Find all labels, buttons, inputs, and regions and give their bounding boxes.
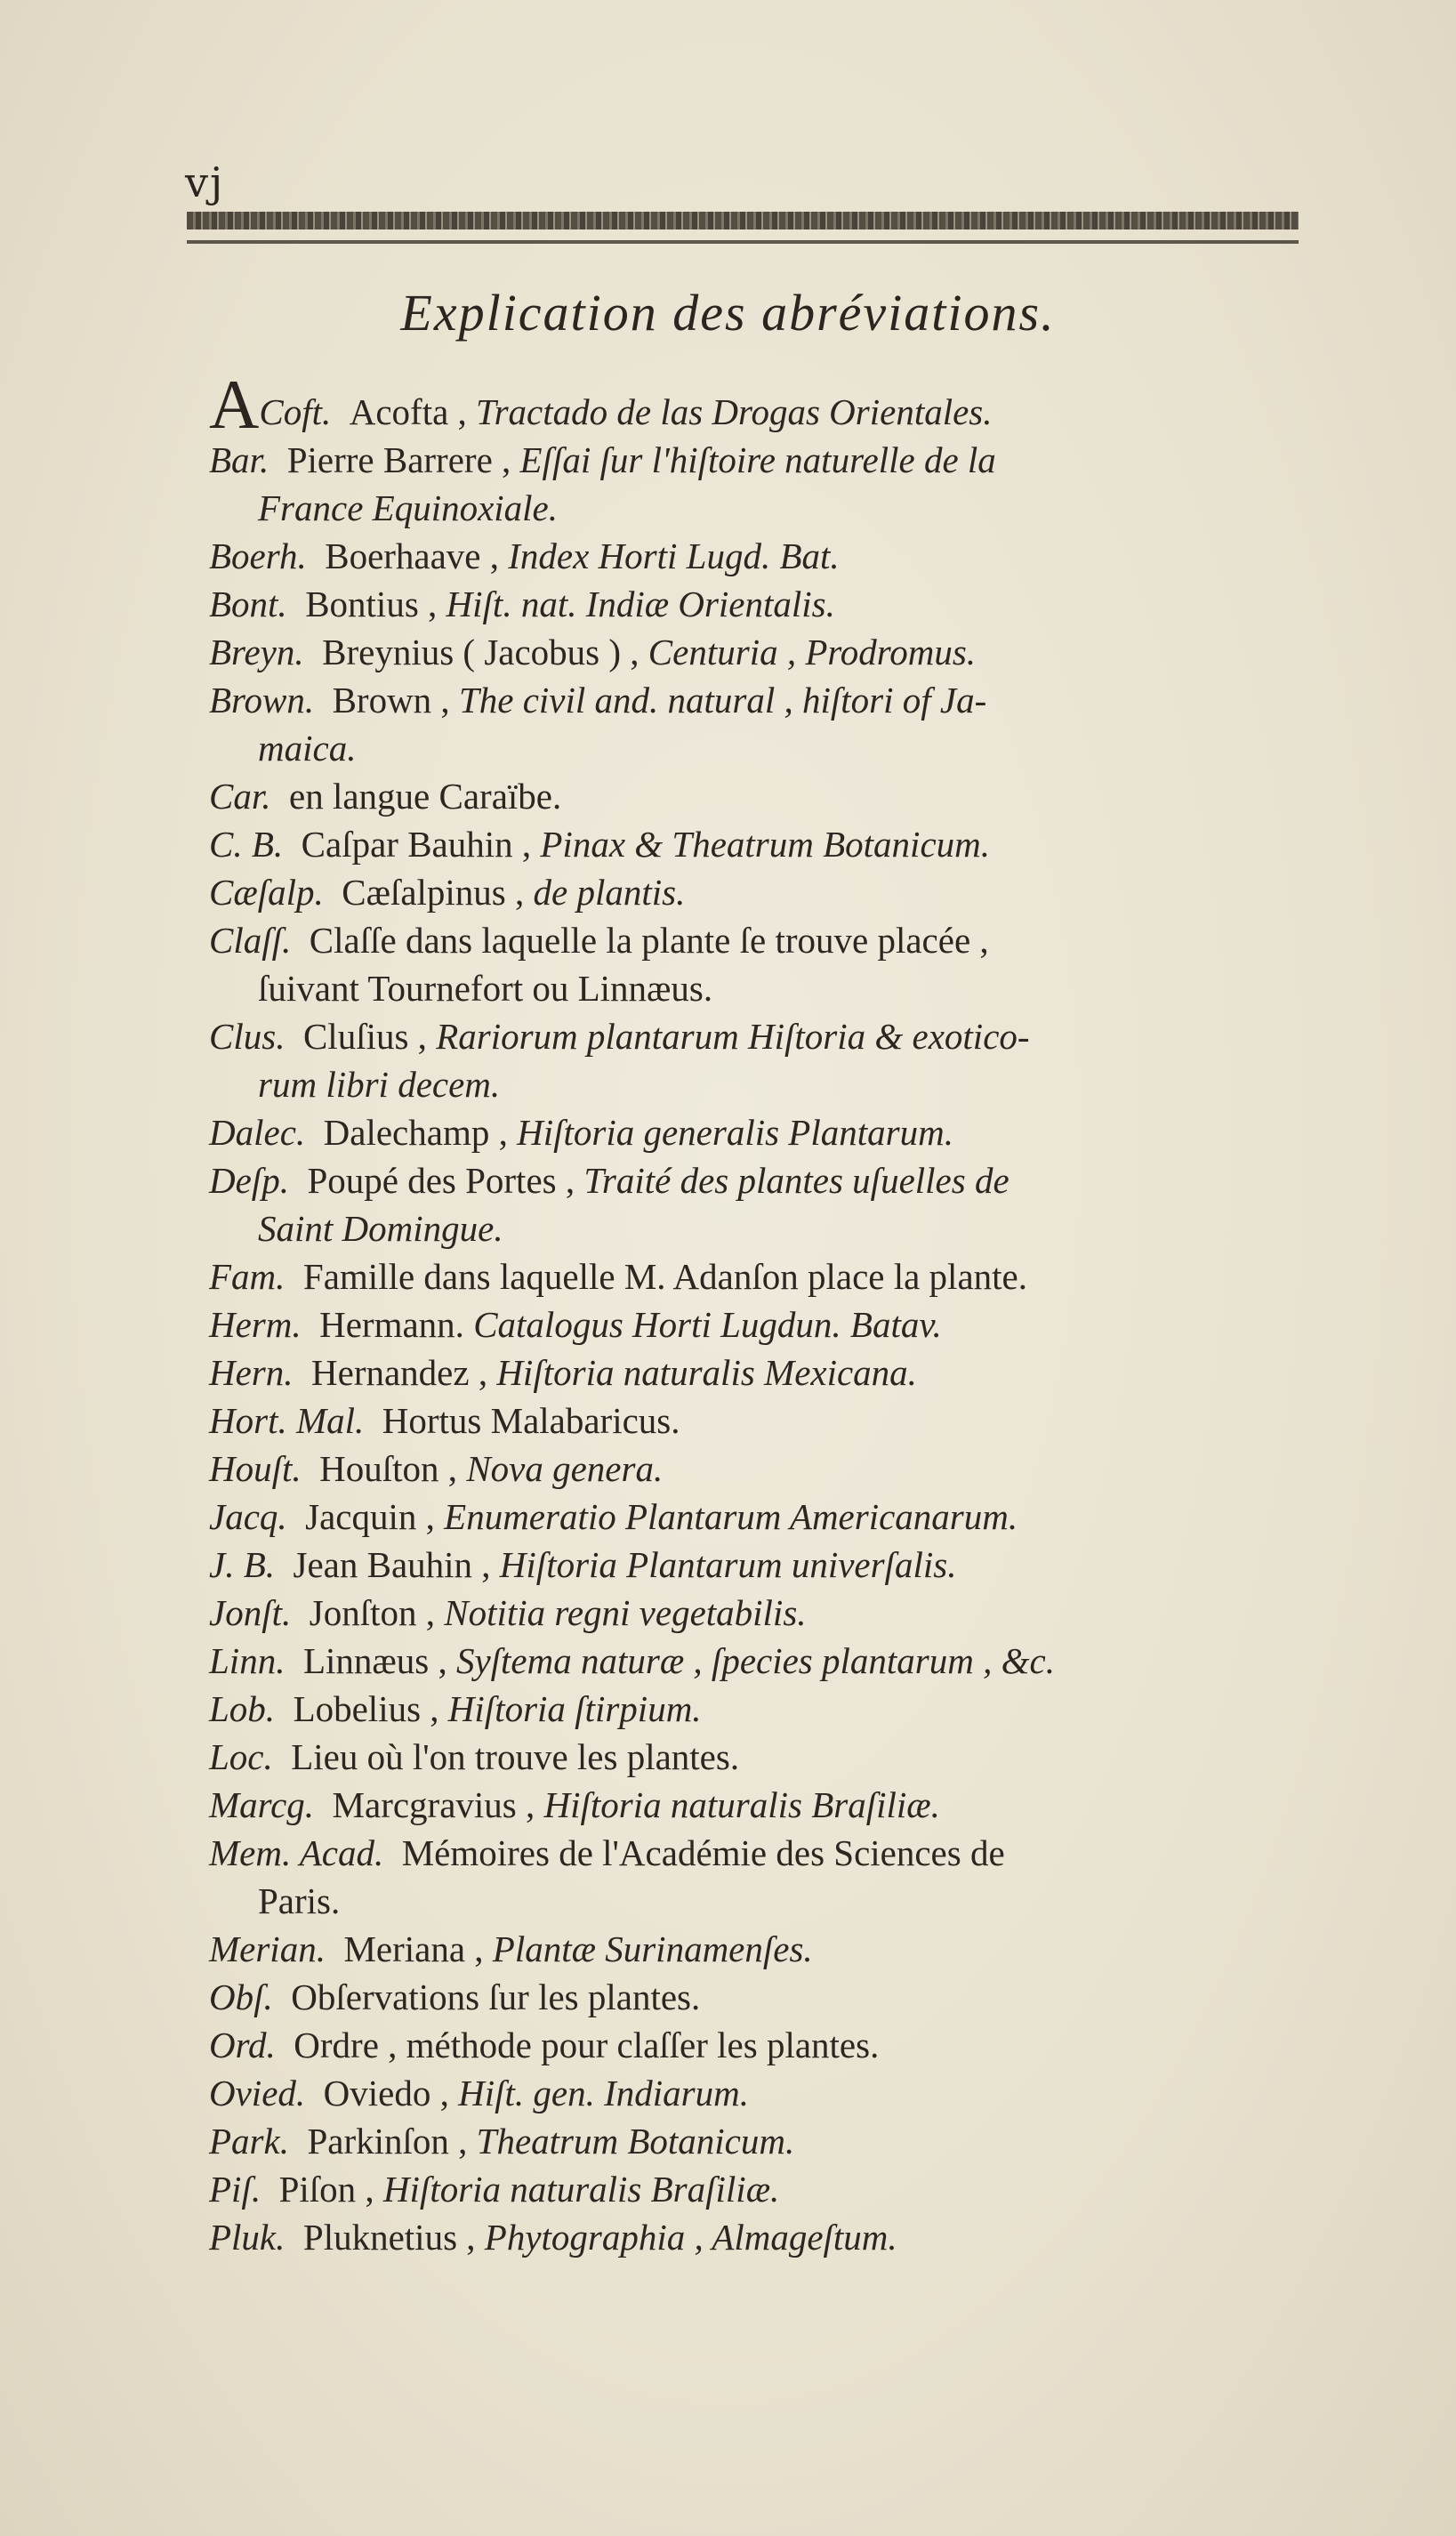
abbreviation-entry	[209, 2117, 1312, 2165]
abbreviation-list	[209, 366, 1312, 2261]
entry-author: Mémoires de l'Académie des Sciences de	[401, 1832, 1005, 1873]
entry-author: Jean Bauhin ,	[293, 1544, 491, 1585]
entry-work-title: Syſtema naturæ , ſpecies plantarum , &c.	[455, 1640, 1055, 1681]
entry-work-title: Theatrum Botanicum.	[476, 2121, 795, 2162]
entry-author: Lieu où l'on trouve les plantes.	[291, 1736, 740, 1777]
abbreviation-entry	[209, 1300, 1312, 1349]
entry-author: Boerhaave ,	[325, 535, 500, 576]
entry-work-title: Catalogus Horti Lugdun. Batav.	[473, 1304, 942, 1345]
entry-author: Ordre , méthode pour claſſer les plantes.	[294, 2025, 880, 2065]
entry-abbreviation: Lob.	[209, 1688, 276, 1729]
abbreviation-entry	[209, 1445, 1312, 1493]
abbreviation-entry	[209, 1781, 1312, 1829]
entry-continuation: ſuivant Tournefort ou Linnæus.	[258, 968, 713, 1009]
entry-author: Meriana ,	[343, 1928, 484, 1969]
abbreviation-entry	[209, 1252, 1312, 1300]
abbreviation-entry	[209, 2069, 1312, 2117]
abbreviation-entry	[209, 2021, 1312, 2069]
entry-work-title: Rariorum plantarum Hiſtoria & exotico-	[436, 1016, 1030, 1057]
abbreviation-entry	[209, 820, 1312, 868]
entry-author: Brown ,	[332, 680, 450, 721]
abbreviation-entry	[209, 772, 1312, 820]
entry-abbreviation: J. B.	[209, 1544, 275, 1585]
abbreviation-entry	[209, 1685, 1312, 1733]
entry-continuation: Paris.	[258, 1880, 341, 1921]
entry-abbreviation: Herm.	[209, 1304, 302, 1345]
entry-abbreviation: Boerh.	[209, 535, 307, 576]
entry-author: Parkinſon ,	[307, 2121, 468, 2162]
entry-author: Poupé des Portes ,	[307, 1160, 575, 1201]
entry-author: Linnæus ,	[302, 1640, 447, 1681]
entry-work-title: Nova genera.	[466, 1448, 664, 1489]
entry-author: Cæſalpinus ,	[342, 872, 525, 913]
abbreviation-entry	[209, 1541, 1312, 1589]
entry-work-title: Index Horti Lugd. Bat.	[508, 535, 840, 576]
entry-work-title: Eſſai ſur l'hiſtoire naturelle de la	[519, 439, 996, 480]
abbreviation-entry	[209, 366, 1312, 443]
entry-abbreviation: Claſſ.	[209, 920, 292, 961]
entry-abbreviation: Clus.	[209, 1016, 286, 1057]
entry-work-title: Traité des plantes uſuelles de	[583, 1160, 1010, 1201]
entry-work-title: Hiſtoria naturalis Braſiliæ.	[382, 2169, 780, 2210]
abbreviation-entry	[209, 868, 1312, 916]
entry-abbreviation: Marcg.	[209, 1784, 315, 1825]
entry-abbreviation: Jacq.	[209, 1496, 287, 1537]
entry-abbreviation: Piſ.	[209, 2169, 261, 2210]
entry-work-title: Centuria , Prodromus.	[648, 632, 977, 672]
abbreviation-entry	[209, 2213, 1312, 2261]
entry-abbreviation: Coft.	[259, 391, 332, 432]
entry-abbreviation: Hort. Mal.	[209, 1400, 365, 1441]
entry-abbreviation: Jonſt.	[209, 1592, 292, 1633]
entry-work-title: Hiſtoria naturalis Mexicana.	[496, 1352, 917, 1393]
drop-cap: A	[209, 366, 260, 443]
entry-author: Bontius ,	[305, 584, 438, 624]
entry-abbreviation: Brown.	[209, 680, 315, 721]
entry-abbreviation: Fam.	[209, 1256, 286, 1297]
abbreviation-entry	[209, 1108, 1312, 1156]
abbreviation-entry	[209, 580, 1312, 628]
entry-author: Hermann.	[319, 1304, 464, 1345]
entry-author: Hortus Malabaricus.	[382, 1400, 680, 1441]
entry-author: Dalechamp ,	[323, 1112, 508, 1153]
entry-abbreviation: Park.	[209, 2121, 289, 2162]
abbreviation-entry	[209, 436, 1312, 532]
entry-work-title: The civil and. natural , hiſtori of Ja-	[458, 680, 987, 721]
abbreviation-entry	[209, 1925, 1312, 1973]
entry-work-title: Pinax & Theatrum Botanicum.	[540, 824, 991, 865]
entry-abbreviation: Deſp.	[209, 1160, 289, 1201]
entry-continuation: maica.	[258, 728, 357, 769]
entry-author: Houſton ,	[319, 1448, 458, 1489]
entry-continuation: rum libri decem.	[258, 1064, 501, 1105]
entry-abbreviation: Bar.	[209, 439, 269, 480]
abbreviation-entry	[209, 1637, 1312, 1685]
ornamental-rule	[187, 212, 1299, 229]
entry-author: Hernandez ,	[311, 1352, 488, 1393]
abbreviation-entry	[209, 916, 1312, 1012]
entry-author: Pierre Barrere ,	[286, 439, 511, 480]
entry-abbreviation: Hern.	[209, 1352, 294, 1393]
entry-continuation: France Equinoxiale.	[258, 487, 559, 528]
entry-author: en langue Caraïbe.	[289, 776, 562, 817]
abbreviation-entry	[209, 1733, 1312, 1781]
entry-author: Breynius ( Jacobus ) ,	[322, 632, 640, 672]
entry-work-title: Hiſt. nat. Indiæ Orientalis.	[446, 584, 835, 624]
entry-work-title: Plantæ Surinamenſes.	[492, 1928, 813, 1969]
entry-work-title: Tractado de las Drogas Orientales.	[476, 391, 993, 432]
abbreviation-entry	[209, 1012, 1312, 1108]
entry-abbreviation: Ord.	[209, 2025, 276, 2065]
entry-abbreviation: Car.	[209, 776, 271, 817]
entry-abbreviation: Linn.	[209, 1640, 286, 1681]
entry-work-title: Hiſtoria generalis Plantarum.	[517, 1112, 953, 1153]
entry-abbreviation: Merian.	[209, 1928, 326, 1969]
entry-work-title: Enumeratio Plantarum Americanarum.	[444, 1496, 1018, 1537]
entry-work-title: Hiſtoria Plantarum univerſalis.	[499, 1544, 957, 1585]
abbreviation-entry	[209, 1156, 1312, 1252]
section-heading: Explication des abréviations.	[400, 284, 1056, 342]
entry-author: Claſſe dans laquelle la plante ſe trouve placée ,	[309, 920, 989, 961]
entry-abbreviation: Houſt.	[209, 1448, 302, 1489]
entry-work-title: Hiſtoria naturalis Braſiliæ.	[543, 1784, 940, 1825]
entry-abbreviation: Dalec.	[209, 1112, 306, 1153]
abbreviation-entry	[209, 628, 1312, 676]
entry-abbreviation: C. B.	[209, 824, 284, 865]
entry-abbreviation: Ovied.	[209, 2073, 306, 2113]
entry-author: Pluknetius ,	[302, 2217, 476, 2258]
entry-author: Marcgravius ,	[332, 1784, 535, 1825]
abbreviation-entry	[209, 1589, 1312, 1637]
entry-work-title: de plantis.	[533, 872, 686, 913]
abbreviation-entry	[209, 1397, 1312, 1445]
entry-work-title: Notitia regni vegetabilis.	[444, 1592, 807, 1633]
entry-author: Jonſton ,	[309, 1592, 435, 1633]
entry-author: Caſpar Bauhin ,	[301, 824, 532, 865]
entry-author: Acofta ,	[349, 391, 467, 432]
thin-rule	[187, 240, 1299, 244]
entry-work-title: Phytographia , Almageſtum.	[484, 2217, 897, 2258]
abbreviation-entry	[209, 532, 1312, 580]
entry-author: Famille dans laquelle M. Adanſon place la plante.	[302, 1256, 1027, 1297]
entry-abbreviation: Loc.	[209, 1736, 273, 1777]
entry-author: Obſervations ſur les plantes.	[291, 1976, 701, 2017]
entry-work-title: Hiſt. gen. Indiarum.	[458, 2073, 749, 2113]
entry-author: Lobelius ,	[293, 1688, 439, 1729]
entry-author: Oviedo ,	[323, 2073, 449, 2113]
entry-abbreviation: Obſ.	[209, 1976, 273, 2017]
abbreviation-entry	[209, 1973, 1312, 2021]
abbreviation-entry	[209, 1349, 1312, 1397]
entry-abbreviation: Bont.	[209, 584, 287, 624]
abbreviation-entry	[209, 1829, 1312, 1925]
entry-abbreviation: Mem. Acad.	[209, 1832, 384, 1873]
abbreviation-entry	[209, 2165, 1312, 2213]
entry-continuation: Saint Domingue.	[258, 1208, 503, 1249]
abbreviation-entry	[209, 1493, 1312, 1541]
entry-abbreviation: Cæſalp.	[209, 872, 324, 913]
entry-author: Jacquin ,	[305, 1496, 435, 1537]
entry-abbreviation: Breyn.	[209, 632, 304, 672]
entry-work-title: Hiſtoria ſtirpium.	[447, 1688, 702, 1729]
entry-author: Piſon ,	[278, 2169, 374, 2210]
entry-abbreviation: Pluk.	[209, 2217, 286, 2258]
page-number: vj	[185, 158, 225, 206]
abbreviation-entry	[209, 676, 1312, 772]
entry-author: Cluſius ,	[302, 1016, 427, 1057]
